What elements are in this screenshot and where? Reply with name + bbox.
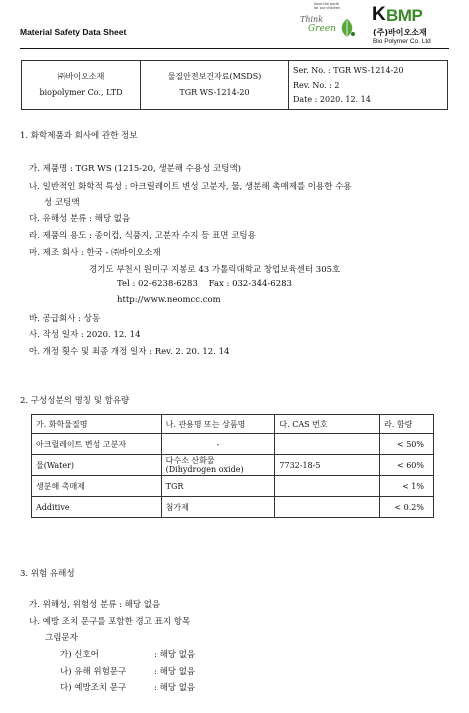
section1-item: 가. 제품명 : TGR WS (1215-20, 생분해 수용성 코팅액)	[29, 164, 241, 174]
msds-product: TGR WS-1214-20	[179, 88, 250, 97]
msds-cell	[141, 61, 289, 109]
table-cell: < 1%	[380, 476, 434, 497]
table-cell: < 50%	[380, 434, 434, 455]
composition-table	[31, 414, 434, 518]
company-contact: Tel : 02-6238-6283 Fax : 032-344-6283	[117, 279, 292, 289]
precaution-statement-label: 다) 예방조치 문구	[60, 683, 127, 693]
table-header-row	[32, 415, 434, 434]
company-website: http://www.neomcc.com	[117, 295, 221, 305]
table-cell	[275, 434, 380, 455]
logo-slogan-line2: for our children	[314, 6, 341, 10]
table-header-cell: 가. 화학물질명	[32, 415, 162, 434]
section1-title: 1. 화학제품과 회사에 관한 정보	[20, 131, 138, 141]
revision-cell	[289, 61, 447, 109]
leaf-icon	[338, 18, 356, 38]
table-cell: -	[161, 434, 275, 455]
header-divider	[20, 48, 449, 49]
section1-item: 마. 제조 회사 : 한국 - ㈜바이오소재	[29, 248, 161, 258]
table-cell: 7732-18-5	[275, 455, 380, 476]
precaution-statement-value: : 해당 없음	[154, 683, 196, 693]
section1-item: 사. 작성 일자 : 2020. 12. 14	[29, 330, 141, 340]
table-cell: 물(Water)	[32, 455, 162, 476]
table-header-cell: 다. CAS 번호	[275, 415, 380, 434]
kbmp-english-name: Bio Polymer Co. Ltd	[373, 38, 431, 45]
table-row	[32, 434, 434, 455]
kbmp-korean-name: (주)바이오소재	[373, 28, 427, 37]
table-cell: 아크릴레이트 변성 고분자	[32, 434, 162, 455]
section1-item: 바. 공급회사 : 상동	[29, 314, 101, 324]
table-cell: 생분해 촉매제	[32, 476, 162, 497]
logo-slogan-line1: Save the earth	[314, 2, 340, 6]
revision-number: Rev. No. : 2	[293, 80, 340, 90]
section1-item: 나. 일반적인 화학적 특성 : 아크릴레이트 변성 고분자, 물, 생분해 촉매제를 이용한 수용	[29, 182, 352, 192]
msds-title: 물질안전보건자료(MSDS)	[167, 72, 262, 81]
table-row	[32, 497, 434, 518]
document-title: Material Safety Data Sheet	[20, 27, 127, 37]
section1-item: 아. 개정 횟수 및 최종 개정 일자 : Rev. 2. 20. 12. 14	[29, 347, 230, 357]
table-cell	[275, 476, 380, 497]
section3-item: 그림문자	[45, 633, 78, 643]
document-info-box	[21, 60, 448, 110]
table-cell: 첨가제	[161, 497, 275, 518]
kbmp-logo-k: K	[372, 4, 386, 25]
hazard-statement-label: 나) 유해 위험문구	[60, 667, 127, 677]
logo-green-text: Green	[308, 24, 336, 34]
serial-number: Ser. No. : TGR WS-1214-20	[293, 66, 404, 75]
table-cell: 다수소 산화물 (Dihydrogen oxide)	[161, 455, 275, 476]
table-header-cell: 라. 함량	[380, 415, 434, 434]
company-name-ko: ㈜바이오소재	[57, 72, 105, 81]
company-name-en: biopolymer Co., LTD	[39, 88, 123, 97]
signal-word-label: 가) 신호어	[60, 650, 99, 660]
company-address: 경기도 부천시 원미구 지봉로 43 가톨릭대학교 창업보육센터 305호	[89, 265, 341, 275]
table-row	[32, 476, 434, 497]
hazard-statement-value: : 해당 없음	[154, 667, 196, 677]
table-cell: Additive	[32, 497, 162, 518]
kbmp-logo	[372, 4, 452, 48]
table-row	[32, 455, 434, 476]
logo-think-text: Think	[300, 15, 324, 24]
table-cell: TGR	[161, 476, 275, 497]
section3-item: 나. 예방 조치 문구를 포함한 경고 표지 항목	[29, 617, 191, 627]
section3-item: 가. 위해성, 위험성 분류 : 해당 없음	[29, 600, 161, 610]
company-cell	[22, 61, 141, 109]
table-cell: < 60%	[380, 455, 434, 476]
section2-title: 2. 구성성분의 명칭 및 함유량	[20, 396, 130, 406]
table-header-cell: 나. 관용명 또는 상품명	[161, 415, 275, 434]
kbmp-logo-brand: BMP	[386, 6, 423, 25]
think-green-logo	[300, 2, 362, 44]
table-cell: < 0.2%	[380, 497, 434, 518]
section3-title: 3. 위험 유해성	[20, 569, 75, 579]
section1-item: 라. 제품의 용도 : 종이컵, 식품지, 고분자 수지 등 표면 코팅용	[29, 231, 256, 241]
table-cell	[275, 497, 380, 518]
signal-word-value: : 해당 없음	[154, 650, 196, 660]
section1-item: 성 코팅액	[44, 198, 80, 208]
document-date: Date : 2020. 12. 14	[293, 95, 371, 104]
section1-item: 다. 유해성 분류 : 해당 없음	[29, 214, 131, 224]
